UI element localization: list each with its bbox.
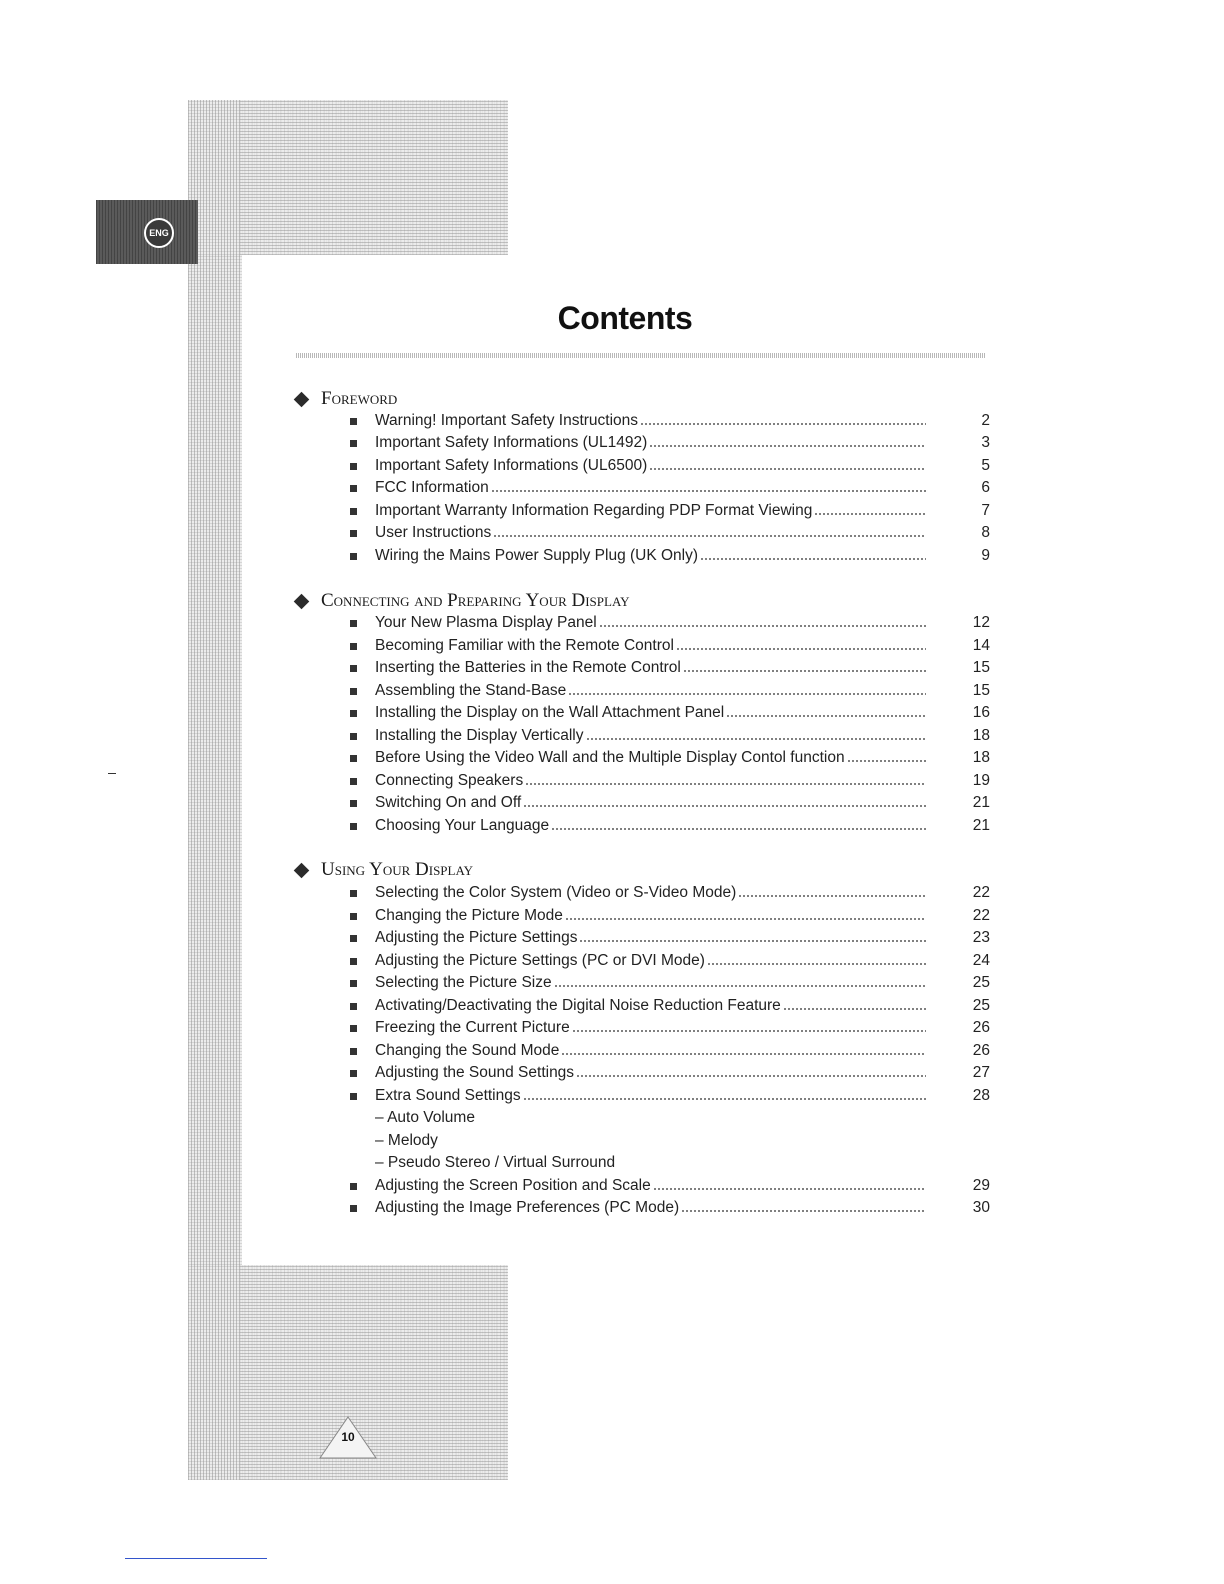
toc-entry[interactable] — [350, 950, 990, 972]
toc-entry[interactable] — [350, 702, 990, 724]
square-bullet-icon — [350, 485, 357, 492]
toc-subentry: – Auto Volume — [375, 1109, 475, 1126]
toc-entry[interactable] — [350, 477, 990, 499]
section-title: Connecting and Preparing Your Display — [321, 590, 630, 611]
top-pattern-band — [240, 100, 508, 255]
toc-entry-page: 28 — [972, 1087, 990, 1104]
toc-entry-label: Important Safety Informations (UL1492) — [375, 434, 648, 451]
section-title: Using Your Display — [321, 859, 474, 880]
dot-leader — [523, 1097, 926, 1101]
dot-leader — [525, 782, 926, 786]
dot-leader — [554, 984, 926, 988]
toc-entry-page: 29 — [972, 1177, 990, 1194]
toc-entry[interactable] — [350, 995, 990, 1017]
toc-entry-page: 14 — [972, 637, 990, 654]
toc-entry-page: 25 — [972, 997, 990, 1014]
toc-entry-page: 15 — [972, 682, 990, 699]
toc-entry-page: 3 — [981, 434, 990, 451]
square-bullet-icon — [350, 688, 357, 695]
toc-entry-label: Freezing the Current Picture — [375, 1019, 570, 1036]
dot-leader — [847, 759, 926, 763]
toc-entry[interactable] — [350, 815, 990, 837]
dot-leader — [681, 1209, 926, 1213]
dot-leader — [676, 647, 926, 651]
toc-entry[interactable] — [350, 905, 990, 927]
toc-entry[interactable] — [350, 545, 990, 567]
toc-entry-label: Selecting the Picture Size — [375, 974, 552, 991]
square-bullet-icon — [350, 1003, 357, 1010]
square-bullet-icon — [350, 1048, 357, 1055]
toc-entry-page: 26 — [972, 1042, 990, 1059]
toc-entry-label: FCC Information — [375, 479, 489, 496]
toc-entry[interactable] — [350, 432, 990, 454]
toc-entry[interactable] — [350, 770, 990, 792]
dot-leader — [565, 917, 926, 921]
square-bullet-icon — [350, 980, 357, 987]
toc-entry-label: Becoming Familiar with the Remote Control — [375, 637, 674, 654]
left-pattern-strip — [188, 255, 242, 1265]
dot-leader — [649, 444, 926, 448]
toc-subentry: – Melody — [375, 1132, 438, 1149]
toc-entry[interactable] — [350, 1017, 990, 1039]
square-bullet-icon — [350, 778, 357, 785]
dot-leader — [551, 827, 926, 831]
toc-entry[interactable] — [350, 657, 990, 679]
toc-entry-page: 23 — [972, 929, 990, 946]
square-bullet-icon — [350, 935, 357, 942]
toc-entry[interactable] — [350, 1040, 990, 1062]
toc-entry[interactable] — [350, 522, 990, 544]
toc-entry[interactable] — [350, 612, 990, 634]
square-bullet-icon — [350, 553, 357, 560]
toc-entry[interactable] — [350, 747, 990, 769]
section-foreword — [296, 387, 397, 411]
section-using — [296, 858, 473, 882]
toc-entry-label: Warning! Important Safety Instructions — [375, 412, 639, 429]
toc-entry-page: 15 — [972, 659, 990, 676]
section-connecting — [296, 589, 630, 613]
dot-leader — [561, 1052, 926, 1056]
toc-entry-page: 18 — [972, 749, 990, 766]
square-bullet-icon — [350, 800, 357, 807]
toc-entry-label: Installing the Display on the Wall Attachment Panel — [375, 704, 725, 721]
toc-entry-page: 16 — [972, 704, 990, 721]
square-bullet-icon — [350, 710, 357, 717]
page-title: Contents — [557, 300, 693, 336]
square-bullet-icon — [350, 665, 357, 672]
square-bullet-icon — [350, 530, 357, 537]
toc-entry-page: 8 — [981, 524, 990, 541]
toc-entry[interactable] — [350, 882, 990, 904]
toc-entry[interactable] — [350, 972, 990, 994]
square-bullet-icon — [350, 890, 357, 897]
toc-entry-page: 5 — [981, 457, 990, 474]
toc-entry-page: 24 — [972, 952, 990, 969]
square-bullet-icon — [350, 620, 357, 627]
dot-leader — [572, 1029, 926, 1033]
toc-entry[interactable] — [350, 455, 990, 477]
toc-entry-page: 7 — [981, 502, 990, 519]
square-bullet-icon — [350, 755, 357, 762]
toc-entry[interactable] — [350, 1085, 990, 1107]
square-bullet-icon — [350, 508, 357, 515]
toc-entry[interactable] — [350, 725, 990, 747]
dot-leader — [599, 624, 926, 628]
toc-entry-label: Activating/Deactivating the Digital Noise Reduction Feature — [375, 997, 781, 1014]
toc-entry-label: User Instructions — [375, 524, 492, 541]
toc-entry[interactable] — [350, 1197, 990, 1219]
dot-leader — [814, 512, 926, 516]
toc-entry-label: Connecting Speakers — [375, 772, 524, 789]
square-bullet-icon — [350, 440, 357, 447]
toc-entry-label: Adjusting the Sound Settings — [375, 1064, 575, 1081]
toc-entry-label: Adjusting the Picture Settings — [375, 929, 578, 946]
toc-entry-label: Installing the Display Vertically — [375, 727, 584, 744]
toc-entry-label: Selecting the Color System (Video or S-Video Mode) — [375, 884, 737, 901]
square-bullet-icon — [350, 1093, 357, 1100]
toc-entry-label: Choosing Your Language — [375, 817, 550, 834]
square-bullet-icon — [350, 1025, 357, 1032]
section-title: Foreword — [321, 388, 398, 409]
toc-entry[interactable] — [350, 500, 990, 522]
language-badge-label: ENG — [144, 218, 174, 248]
toc-entry-page: 18 — [972, 727, 990, 744]
square-bullet-icon — [350, 643, 357, 650]
square-bullet-icon — [350, 463, 357, 470]
toc-entry-page: 25 — [972, 974, 990, 991]
dot-leader — [726, 714, 926, 718]
dot-leader — [493, 534, 926, 538]
toc-entry-label: Wiring the Mains Power Supply Plug (UK Only) — [375, 547, 699, 564]
toc-entry[interactable] — [350, 927, 990, 949]
toc-entry-label: Important Safety Informations (UL6500) — [375, 457, 648, 474]
dot-leader — [783, 1007, 926, 1011]
dot-leader — [576, 1074, 926, 1078]
toc-entry-label: Changing the Sound Mode — [375, 1042, 560, 1059]
square-bullet-icon — [350, 1205, 357, 1212]
toc-entry-label: Switching On and Off — [375, 794, 522, 811]
toc-entry-page: 21 — [972, 794, 990, 811]
toc-entry-label: Extra Sound Settings — [375, 1087, 521, 1104]
dot-leader — [523, 804, 926, 808]
toc-entry-page: 21 — [972, 817, 990, 834]
square-bullet-icon — [350, 418, 357, 425]
bottom-underline — [125, 1558, 267, 1559]
square-bullet-icon — [350, 823, 357, 830]
toc-entry-page: 19 — [972, 772, 990, 789]
toc-entry-page: 22 — [972, 907, 990, 924]
toc-entry[interactable] — [350, 1175, 990, 1197]
square-bullet-icon — [350, 733, 357, 740]
margin-dash — [108, 773, 116, 774]
toc-entry-page: 6 — [981, 479, 990, 496]
dot-leader — [586, 737, 927, 741]
dot-leader — [683, 669, 926, 673]
dot-leader — [579, 939, 926, 943]
toc-entry-page: 30 — [972, 1199, 990, 1216]
toc-entry-page: 27 — [972, 1064, 990, 1081]
toc-entry-label: Changing the Picture Mode — [375, 907, 563, 924]
toc-entry-label: Assembling the Stand-Base — [375, 682, 567, 699]
title-rule — [296, 353, 986, 358]
square-bullet-icon — [350, 913, 357, 920]
toc-entry-page: 26 — [972, 1019, 990, 1036]
dot-leader — [707, 962, 926, 966]
toc-entry-label: Your New Plasma Display Panel — [375, 614, 597, 631]
toc-entry-label: Adjusting the Screen Position and Scale — [375, 1177, 651, 1194]
toc-entry-label: Important Warranty Information Regarding PDP Format Viewing — [375, 502, 813, 519]
toc-entry-page: 22 — [972, 884, 990, 901]
toc-entry[interactable] — [350, 635, 990, 657]
toc-entry-label: Adjusting the Image Preferences (PC Mode) — [375, 1199, 680, 1216]
dot-leader — [653, 1187, 926, 1191]
dot-leader — [640, 422, 926, 426]
toc-entry[interactable] — [350, 410, 990, 432]
toc-entry-label: Before Using the Video Wall and the Multiple Display Contol function — [375, 749, 845, 766]
toc-entry[interactable] — [350, 680, 990, 702]
toc-entry-page: 9 — [981, 547, 990, 564]
diamond-bullet-icon — [294, 391, 310, 407]
square-bullet-icon — [350, 1183, 357, 1190]
page-number: 10 — [341, 1430, 355, 1444]
diamond-bullet-icon — [294, 862, 310, 878]
dot-leader — [700, 557, 926, 561]
dot-leader — [491, 489, 926, 493]
square-bullet-icon — [350, 1070, 357, 1077]
toc-entry[interactable] — [350, 792, 990, 814]
diamond-bullet-icon — [294, 593, 310, 609]
toc-entry-label: Adjusting the Picture Settings (PC or DVI Mode) — [375, 952, 705, 969]
toc-entry-page: 12 — [972, 614, 990, 631]
dot-leader — [568, 692, 926, 696]
toc-subentry: – Pseudo Stereo / Virtual Surround — [375, 1154, 616, 1171]
toc-entry-label: Inserting the Batteries in the Remote Control — [375, 659, 681, 676]
square-bullet-icon — [350, 958, 357, 965]
toc-entry[interactable] — [350, 1062, 990, 1084]
dot-leader — [649, 467, 926, 471]
toc-entry-page: 2 — [981, 412, 990, 429]
dot-leader — [738, 894, 926, 898]
